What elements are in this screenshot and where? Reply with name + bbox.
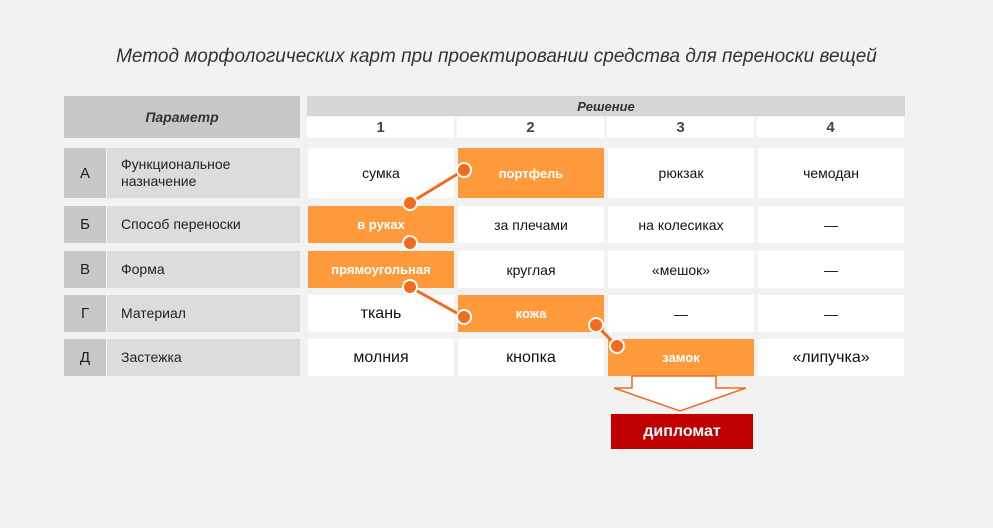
row-letter: В — [64, 251, 106, 288]
parameter-header: Параметр — [64, 96, 300, 138]
option-cell: — — [758, 295, 904, 332]
option-cell-selected: прямоугольная — [308, 251, 454, 288]
option-cell-selected: в руках — [308, 206, 454, 243]
option-cell: на колесиках — [608, 206, 754, 243]
option-cell: «липучка» — [758, 339, 904, 376]
solution-header: Решение — [307, 96, 905, 116]
connector-dot — [610, 339, 624, 353]
connector-dot — [403, 236, 417, 250]
option-cell: чемодан — [758, 148, 904, 198]
connector-dot — [589, 318, 603, 332]
row-letter: А — [64, 148, 106, 198]
option-cell: молния — [308, 339, 454, 376]
option-cell: — — [758, 251, 904, 288]
connector-dot — [403, 196, 417, 210]
solution-number-3: 3 — [607, 117, 754, 138]
option-cell: — — [758, 206, 904, 243]
connector-dot — [403, 280, 417, 294]
row-parameter-name: Застежка — [107, 339, 300, 376]
option-cell: сумка — [308, 148, 454, 198]
result-box: дипломат — [611, 414, 753, 449]
connector-dot — [457, 310, 471, 324]
solution-number-1: 1 — [307, 117, 454, 138]
row-parameter-name: Функциональное назначение — [107, 148, 300, 198]
option-cell: — — [608, 295, 754, 332]
row-parameter-name: Материал — [107, 295, 300, 332]
option-cell: рюкзак — [608, 148, 754, 198]
row-letter: Д — [64, 339, 106, 376]
page-title: Метод морфологических карт при проектировании средства для переноски вещей — [116, 46, 877, 67]
row-letter: Б — [64, 206, 106, 243]
row-letter: Г — [64, 295, 106, 332]
option-cell: круглая — [458, 251, 604, 288]
row-parameter-name: Способ переноски — [107, 206, 300, 243]
connector-dot — [457, 163, 471, 177]
selection-path — [410, 170, 617, 346]
row-parameter-name: Форма — [107, 251, 300, 288]
solution-number-4: 4 — [757, 117, 904, 138]
option-cell: ткань — [308, 295, 454, 332]
option-cell-selected: замок — [608, 339, 754, 376]
option-cell: «мешок» — [608, 251, 754, 288]
option-cell-selected: портфель — [458, 148, 604, 198]
solution-number-2: 2 — [457, 117, 604, 138]
option-cell-selected: кожа — [458, 295, 604, 332]
option-cell: за плечами — [458, 206, 604, 243]
down-arrow-icon — [614, 376, 746, 411]
option-cell: кнопка — [458, 339, 604, 376]
